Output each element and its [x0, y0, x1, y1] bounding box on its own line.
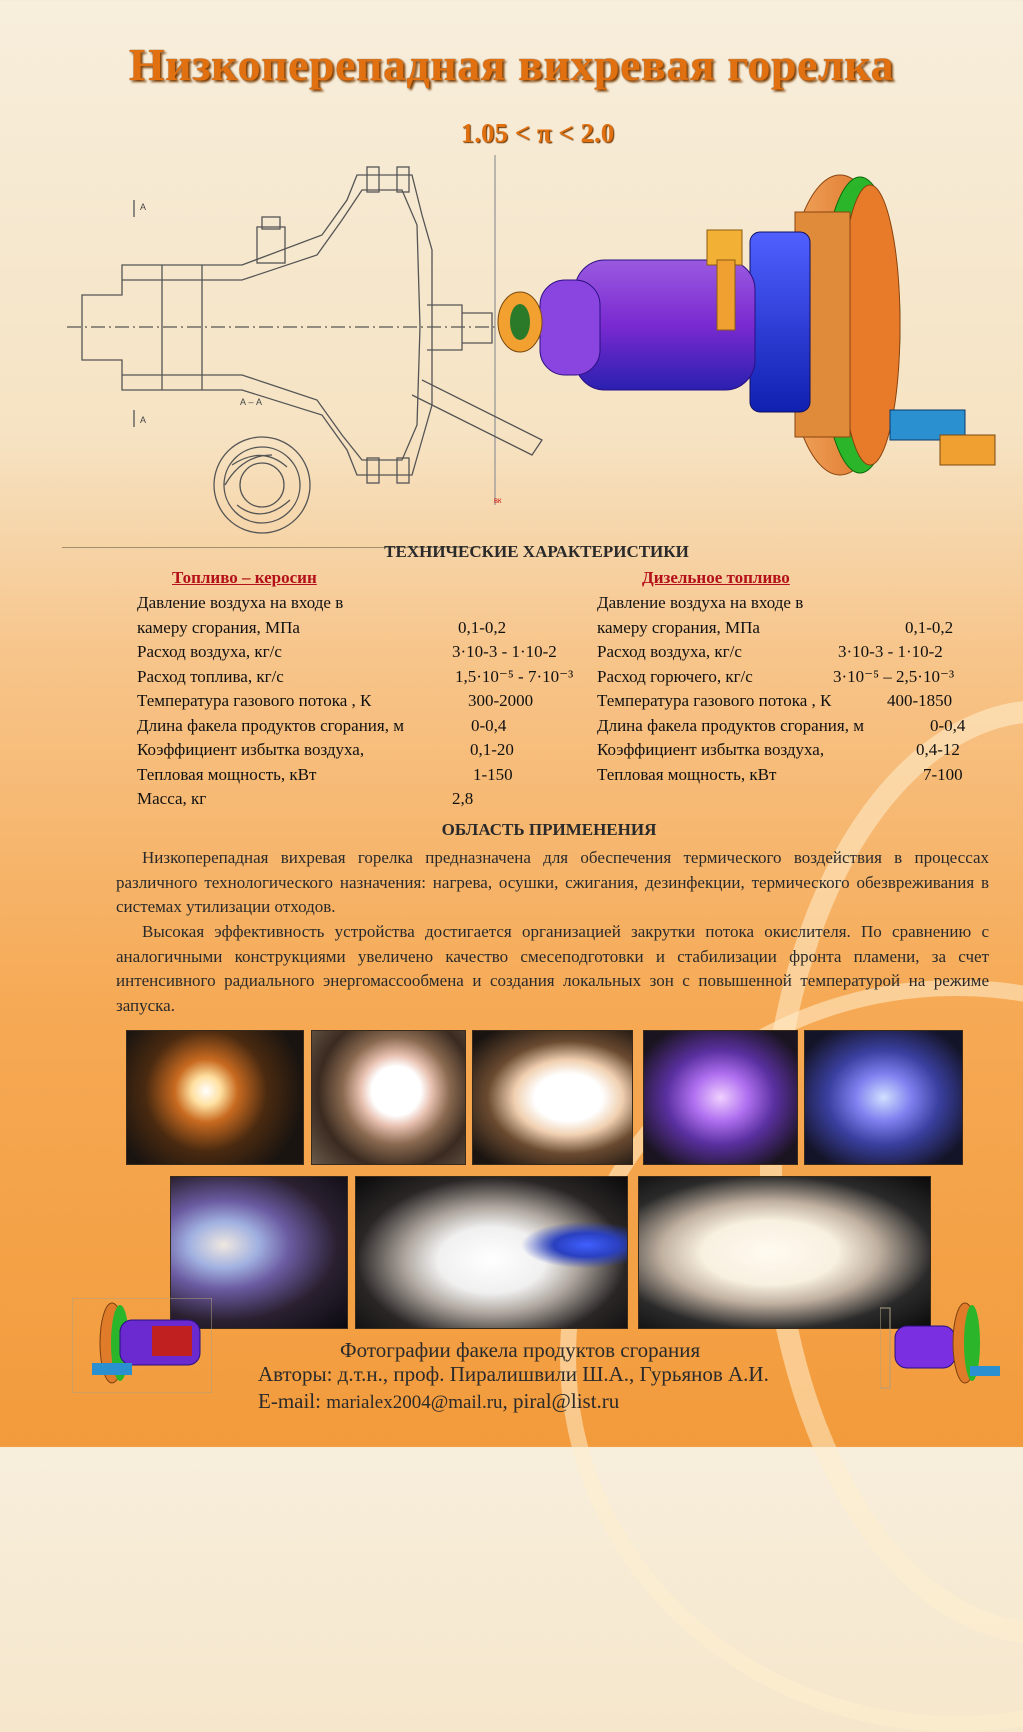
spec-value: 0,4-12	[916, 740, 960, 759]
email-link-2[interactable]: piral@list.ru	[513, 1389, 620, 1413]
spec-value: 3·10-3 - 1·10-2	[452, 642, 557, 661]
spec-label: Расход воздуха, кг/с	[597, 642, 742, 661]
spec-label: Расход горючего, кг/с	[597, 666, 753, 686]
spec-label: Давление воздуха на входе в	[137, 593, 344, 612]
flame-photo	[472, 1030, 633, 1165]
spec-value: 0,1-0,2	[458, 617, 507, 637]
spec-value: 0,1-0,2	[905, 617, 954, 637]
spec-value: 0-0,4	[930, 715, 966, 735]
spec-value: 3·10⁻⁵ – 2,5·10⁻³	[833, 666, 955, 686]
authors: Авторы: д.т.н., проф. Пиралишвили Ш.А., Гурьянов А.И.	[258, 1362, 769, 1386]
specs-heading: ТЕХНИЧЕСКИЕ ХАРАКТЕРИСТИКИ	[384, 542, 689, 561]
burner-thumbnail-right	[880, 1298, 1000, 1393]
spec-label: камеру сгорания, МПа	[137, 617, 300, 637]
spec-value: 300-2000	[468, 691, 534, 710]
spec-value: 0,1-20	[470, 740, 514, 759]
spec-label: Коэффициент избытка воздуха,	[137, 740, 365, 759]
spec-label: Расход воздуха, кг/с	[137, 642, 282, 661]
email-line	[258, 1389, 619, 1414]
flame-photo	[311, 1030, 466, 1165]
burner-thumbnail-left	[72, 1298, 212, 1393]
flame-photo	[643, 1030, 798, 1165]
spec-value: 3·10-3 - 1·10-2	[838, 642, 943, 661]
spec-label: Коэффициент избытка воздуха,	[597, 740, 825, 759]
spec-label: Температура газового потока , К	[597, 691, 832, 710]
spec-label: камеру сгорания, МПа	[597, 617, 760, 637]
email-separator: ,	[502, 1389, 514, 1413]
flame-photo	[126, 1030, 304, 1165]
spec-label: Масса, кг	[137, 789, 207, 808]
section-label-a: А	[140, 202, 147, 212]
column-header-diesel: Дизельное топливо	[642, 568, 790, 587]
section-label-a: А	[140, 415, 147, 425]
email-label: E-mail:	[258, 1389, 327, 1413]
application-heading: ОБЛАСТЬ ПРИМЕНЕНИЯ	[441, 820, 657, 839]
spec-label: Тепловая мощность, кВт	[597, 764, 777, 784]
flame-photo	[355, 1176, 628, 1329]
technical-drawing	[62, 155, 552, 545]
flame-photo	[804, 1030, 963, 1165]
application-paragraph: Низкоперепадная вихревая горелка предназначена для обеспечения термического воздействия в процессах различного технологического назначения: нагрева, осушки, сжигания, дезинфекции, термического обезвреживания в системах утилизации отходов.	[116, 848, 989, 916]
spec-label: Длина факела продуктов сгорания, м	[597, 715, 864, 735]
spec-label: Давление воздуха на входе в	[597, 593, 804, 612]
column-header-kerosene: Топливо – керосин	[172, 568, 317, 587]
drawing-mark: ВК	[494, 499, 502, 505]
email-link-1[interactable]: marialex2004@mail.ru	[326, 1392, 503, 1413]
spec-label: Длина факела продуктов сгорания, м	[137, 715, 404, 735]
spec-label: Расход топлива, кг/с	[137, 666, 284, 686]
spec-value: 1-150	[473, 764, 513, 784]
spec-value: 0-0,4	[471, 715, 507, 735]
pressure-ratio-formula: 1.05 < π < 2.0	[460, 118, 615, 148]
burner-3d-render	[495, 150, 1005, 510]
spec-value: 400-1850	[887, 691, 953, 710]
application-paragraph: Высокая эффективность устройства достигается организацией закрутки потока окислителя. По сравнению с аналогичными конструкциями увеличено качество смесеподготовки и стабилизации фронта пламени, за счет интенсивного радиального энергомассообмена и создания локальных зон с повышенной температурой на режиме запуска.	[116, 922, 989, 1015]
photos-caption: Фотографии факела продуктов сгорания	[340, 1338, 701, 1362]
spec-value: 1,5·10⁻⁵ - 7·10⁻³	[455, 666, 574, 686]
page-title: Низкоперепадная вихревая горелка	[128, 39, 895, 90]
spec-value: 7-100	[923, 764, 963, 784]
spec-label: Тепловая мощность, кВт	[137, 764, 317, 784]
spec-value: 2,8	[452, 789, 474, 808]
spec-label: Температура газового потока , К	[137, 691, 372, 710]
section-label-aa: А – А	[240, 397, 263, 407]
